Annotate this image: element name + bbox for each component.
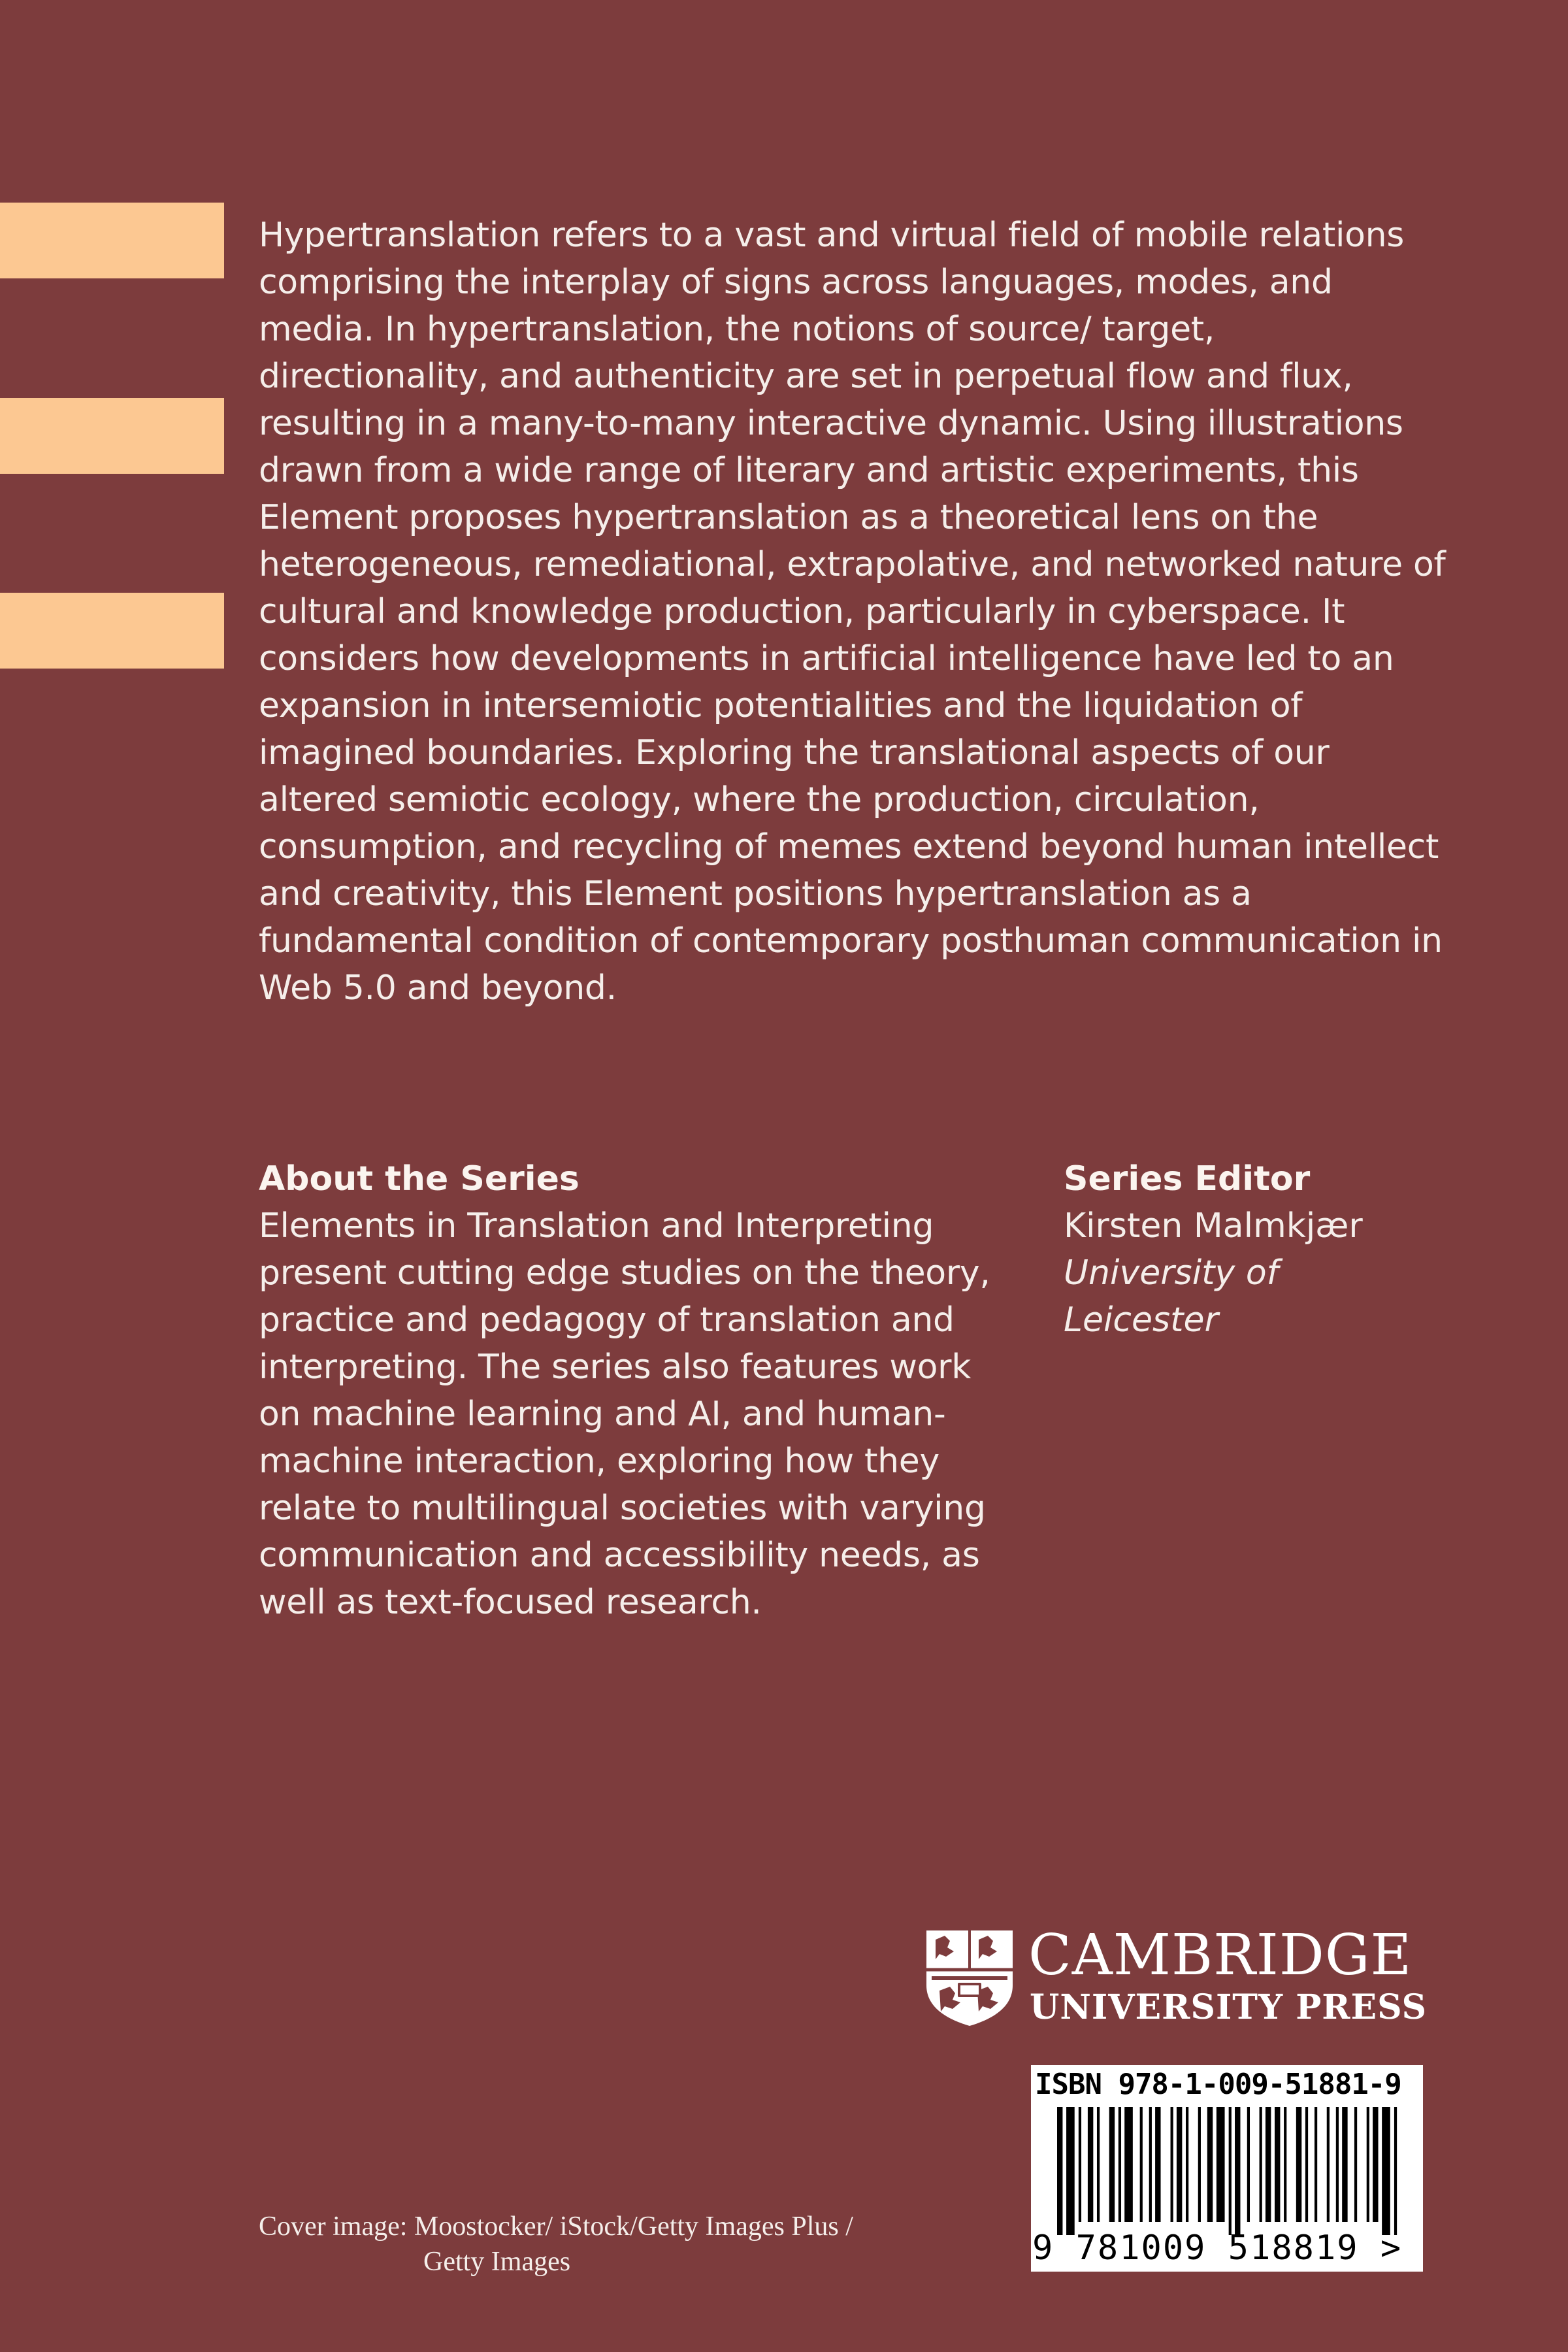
about-series-section xyxy=(259,1155,1004,1626)
series-editor-heading: Series Editor xyxy=(1064,1159,1311,1199)
book-abstract: Hypertranslation refers to a vast and virtual field of mobile relations comprising the interplay of signs across languages, modes, and media. In hypertranslation, the notions of source/ target, directionality, and authenticity are set in perpetual flow and flux, resulting in a many-to-many interactive dynamic. Using illustrations drawn from a wide range of literary and artistic experiments, this Element proposes hypertranslation as a theoretical lens on the heterogeneous, remediational, extrapolative, and networked nature of cultural and knowledge production, particularly in cyberspace. It considers how developments in artificial intelligence have led to an expansion in intersemiotic potentialities and the liquidation of imagined boundaries. Exploring the translational aspects of our altered semiotic ecology, where the production, circulation, consumption, and recycling of memes extend beyond human intellect and creativity, this Element positions hypertranslation as a fundamental condition of contemporary posthuman communication in Web 5.0 and beyond. xyxy=(259,216,1446,1008)
cambridge-shield-icon xyxy=(924,1928,1015,2027)
publisher-logo xyxy=(924,1924,1431,2029)
series-editor-section xyxy=(1064,1155,1429,1344)
decorative-stripe xyxy=(0,593,224,669)
publisher-name-line2: UNIVERSITY PRESS xyxy=(1030,1987,1428,2027)
isbn-digits: 9 781009 518819 > xyxy=(1032,2228,1403,2268)
series-editor-affiliation: University of Leicester xyxy=(1064,1253,1279,1340)
isbn-barcode xyxy=(1031,2065,1423,2272)
cover-credit-line2: Getty Images xyxy=(423,2247,571,2277)
cover-credit-line1: Cover image: Moostocker/ iStock/Getty Images Plus / xyxy=(259,2211,853,2242)
decorative-stripe xyxy=(0,398,224,474)
isbn-label: ISBN 978-1-009-51881-9 xyxy=(1035,2068,1401,2101)
about-series-heading: About the Series xyxy=(259,1159,580,1199)
decorative-stripe xyxy=(0,203,224,278)
cover-image-credit xyxy=(259,2209,977,2279)
series-editor-name: Kirsten Malmkjær xyxy=(1064,1206,1363,1246)
barcode-bars xyxy=(1057,2107,1403,2235)
publisher-name-line1: CAMBRIDGE xyxy=(1028,1923,1413,1988)
about-series-text: Elements in Translation and Interpreting present cutting edge studies on the theory, practice and pedagogy of translation and interpreting. The series also features work on machine learning and AI, and human-machine interaction, exploring how they relate to multilingual societies with varying communication and accessibility needs, as well as text-focused research. xyxy=(259,1206,990,1622)
